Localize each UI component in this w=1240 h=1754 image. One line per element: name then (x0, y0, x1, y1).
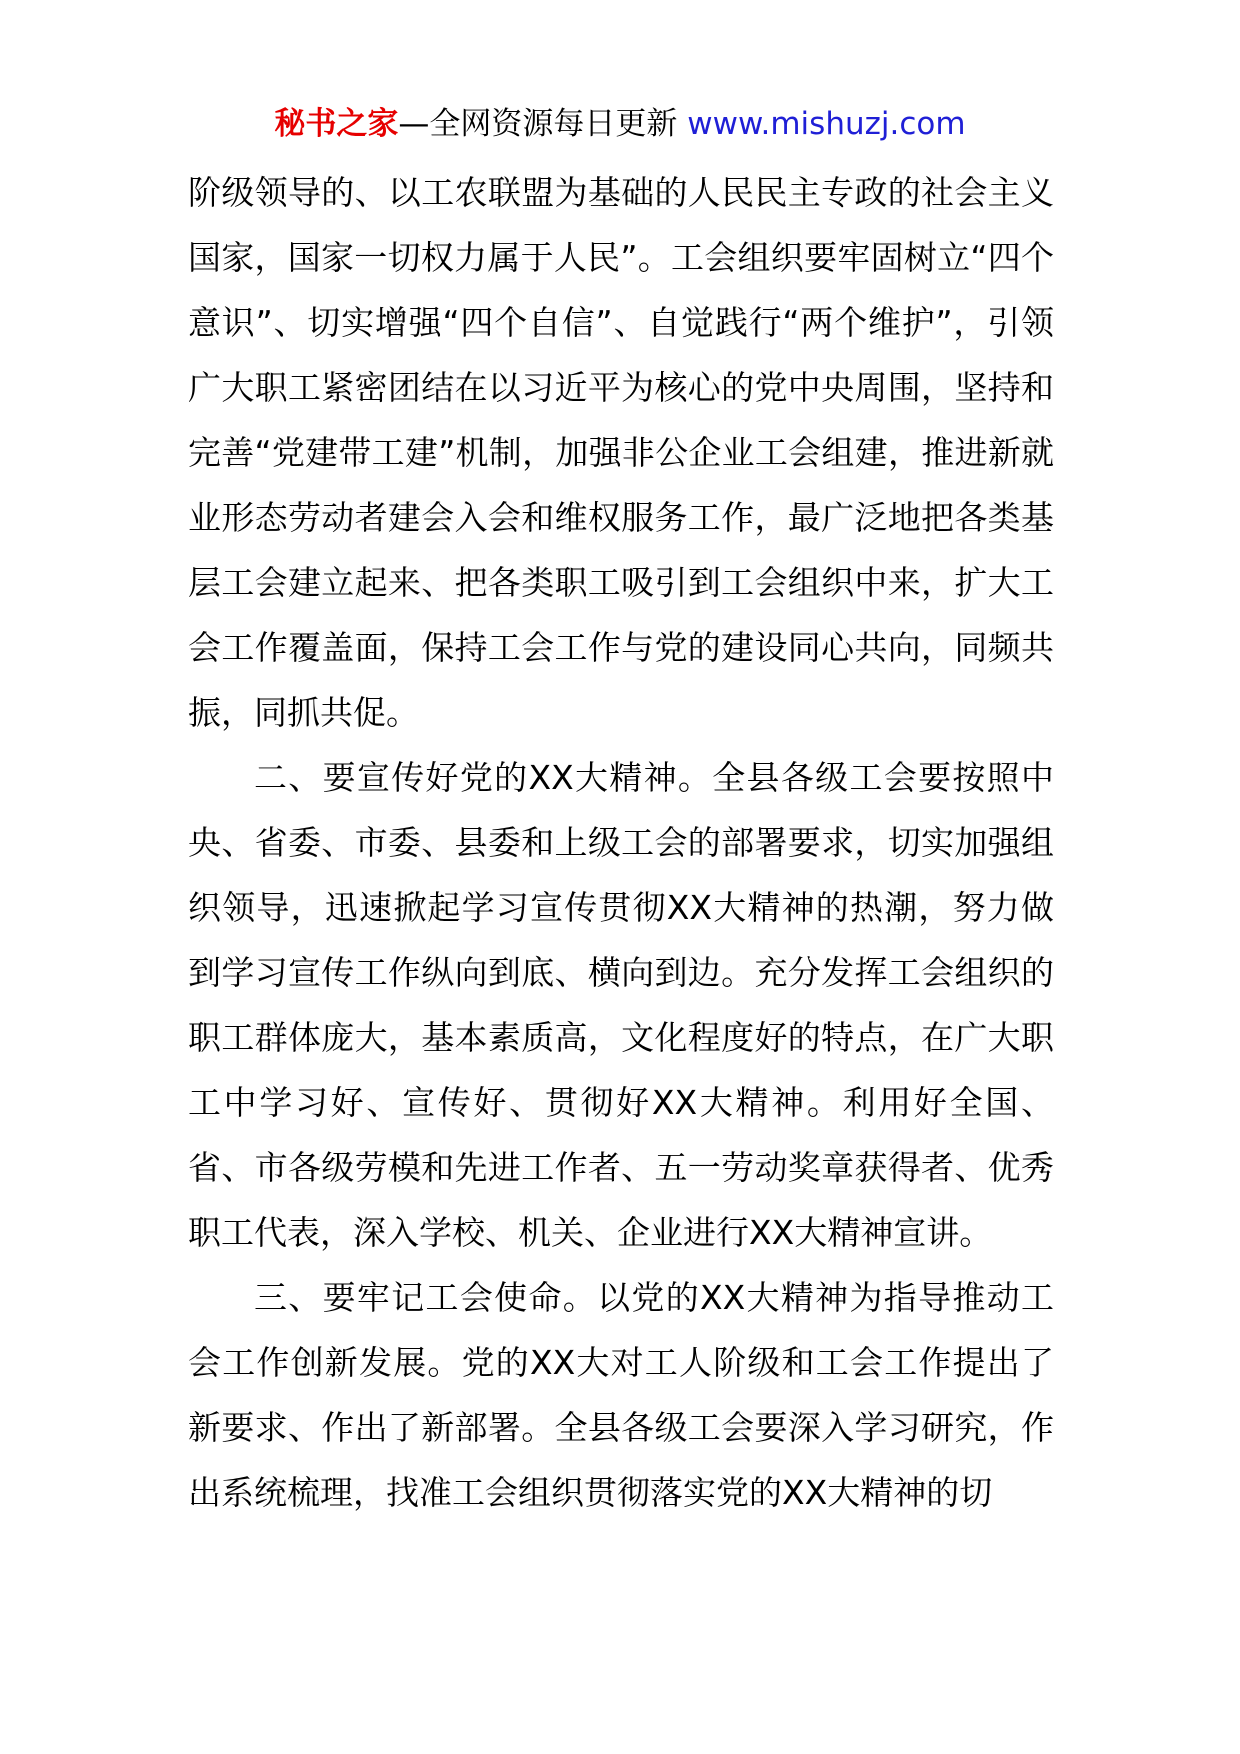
paragraph-section-three: 三、要牢记工会使命。以党的XX大精神为指导推动工会工作创新发展。党的XX大对工人阶级和工会工作提出了新要求、作出了新部署。全县各级工会要深入学习研究，作出系统梳理，找准工会组织贯彻落实党的XX大精神的切 (188, 1278, 1054, 1512)
header-url-link[interactable]: www.mishuzj.com (687, 106, 966, 142)
page-header (0, 100, 1240, 148)
header-brand: 秘书之家 (274, 106, 399, 142)
paragraph-continued: 阶级领导的、以工农联盟为基础的人民民主专政的社会主义国家，国家一切权力属于人民”。工会组织要牢固树立“四个意识”、切实增强“四个自信”、自觉践行“两个维护”，引领广大职工紧密团结在以习近平为核心的党中央周围，坚持和完善“党建带工建”机制，加强非公企业工会组建，推进新就业形态劳动者建会入会和维权服务工作，最广泛地把各类基层工会建立起来、把各类职工吸引到工会组织中来，扩大工会工作覆盖面，保持工会工作与党的建设同心共向，同频共振，同抓共促。 (188, 173, 1054, 732)
header-tagline: —全网资源每日更新 (398, 106, 688, 142)
document-body (188, 160, 1054, 1525)
paragraph-section-two: 二、要宣传好党的XX大精神。全县各级工会要按照中央、省委、市委、县委和上级工会的部署要求，切实加强组织领导，迅速掀起学习宣传贯彻XX大精神的热潮，努力做到学习宣传工作纵向到底、横向到边。充分发挥工会组织的职工群体庞大，基本素质高，文化程度好的特点，在广大职工中学习好、宣传好、贯彻好XX大精神。利用好全国、省、市各级劳模和先进工作者、五一劳动奖章获得者、优秀职工代表，深入学校、机关、企业进行XX大精神宣讲。 (188, 758, 1054, 1252)
